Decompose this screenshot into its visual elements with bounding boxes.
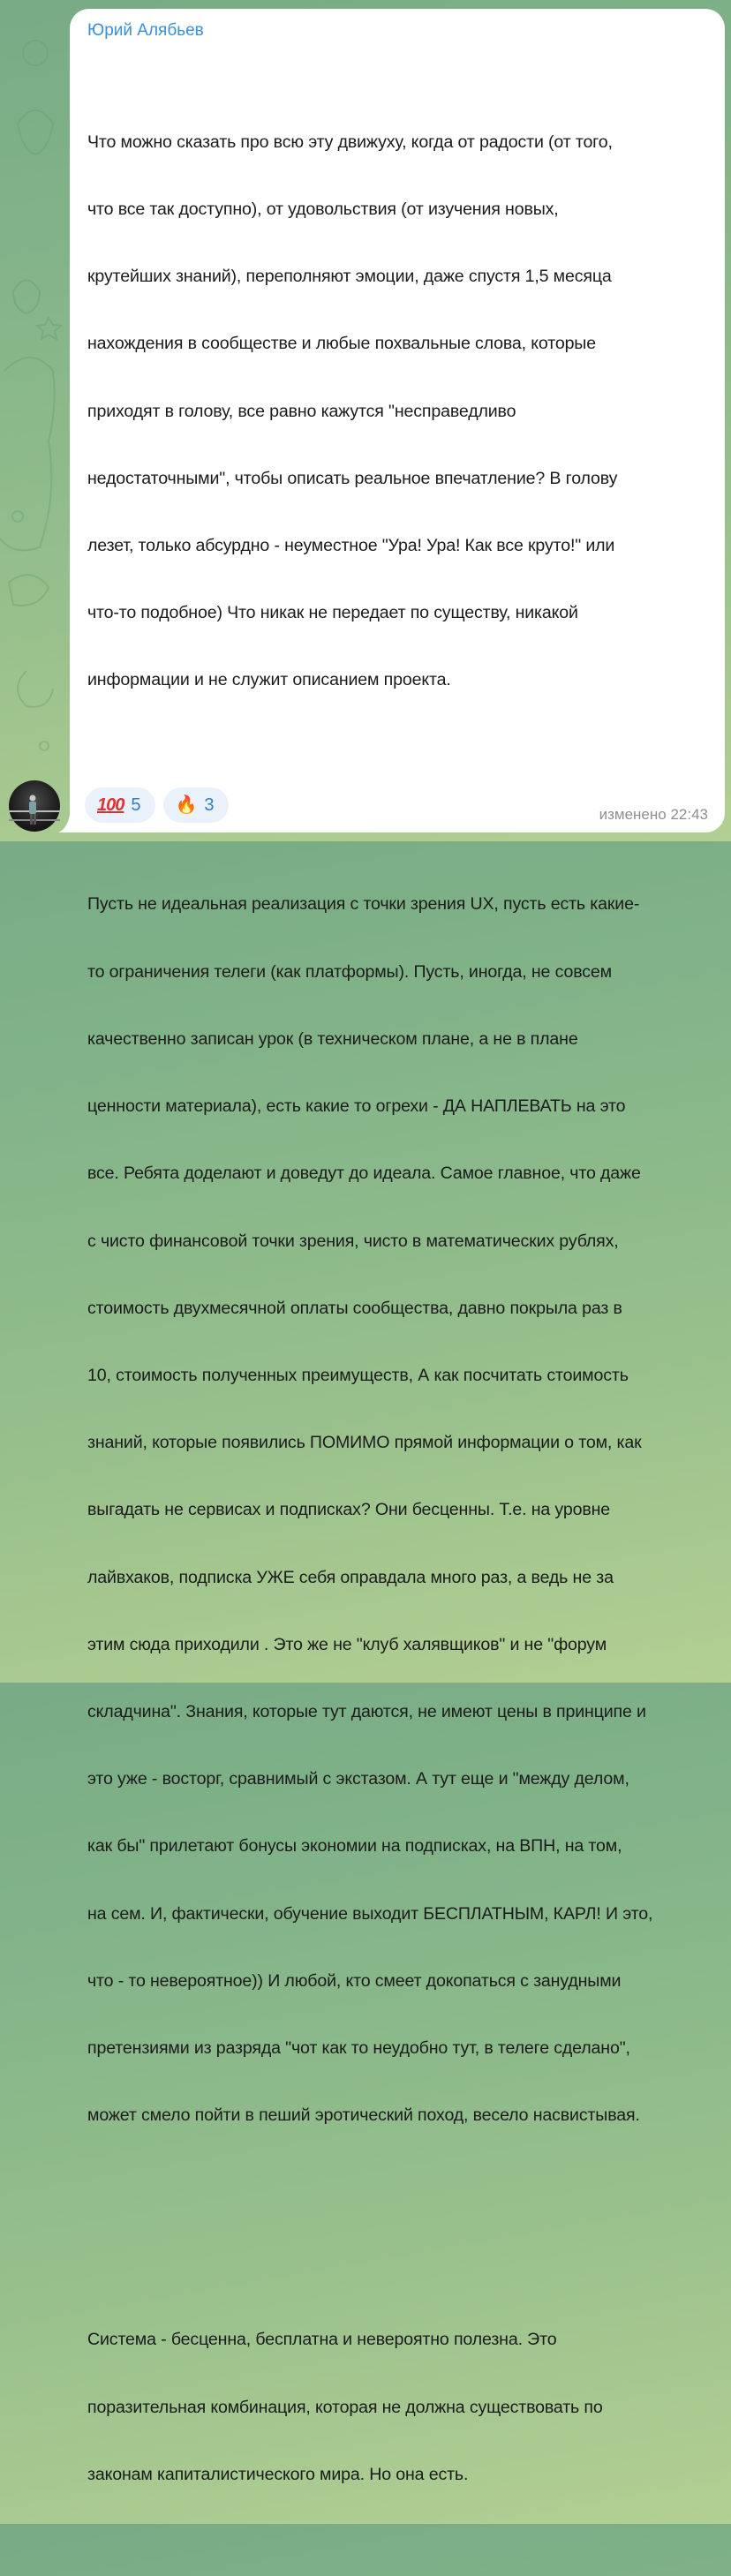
text-line: лайвхаков, подписка УЖЕ себя оправдала много раз, а ведь не за [87,1567,614,1587]
text-line: информации и не служит описанием проекта. [87,670,451,690]
message-bubble[interactable] [70,9,725,2484]
text-line: поразительная комбинация, которая не должна существовать по [87,2397,603,2417]
text-line: законам капиталистического мира. Но она есть. [87,2464,469,2484]
reaction-count: 5 [131,795,141,815]
reaction-hundred[interactable] [85,787,155,823]
reaction-fire[interactable] [163,787,229,823]
message-text [87,41,711,2576]
text-line: складчина". Знания, которые тут даются, не имеют цены в принципе и [87,1702,646,1722]
bubble-tail [58,815,76,832]
avatar-photo [9,780,60,832]
text-line: лезет, только абсурдно - неуместное "Ура! Ура! Как все круто!" или [87,535,615,555]
reactions-bar [85,787,229,823]
text-line: это уже - восторг, сравнимый с экстазом. А тут еще и "между делом, [87,1769,629,1789]
text-line: недостаточными", чтобы описать реальное впечатление? В голову [87,468,618,488]
message-paragraph-1 [87,87,711,737]
message-paragraph-3 [87,2285,711,2531]
hundred-points-icon: 100 [97,795,124,815]
text-line: Система - бесценна, бесплатна и невероятно полезна. Это [87,2330,557,2350]
reaction-count: 3 [204,795,215,815]
text-line: ценности материала), есть какие то огрехи - ДА НАПЛЕВАТЬ на это [87,1096,626,1117]
text-line: 10, стоимость полученных преимуществ, А как посчитать стоимость [87,1365,629,1385]
text-line: знаний, которые появились ПОМИМО прямой информации о том, как [87,1433,642,1453]
text-line: с чисто финансовой точки зрения, чисто в математических рублях, [87,1231,619,1251]
sender-avatar[interactable] [9,780,60,832]
text-line: как бы" прилетают бонусы экономии на подписках, на ВПН, на том, [87,1836,622,1857]
text-line: стоимость двухмесячной оплаты сообщества, давно покрыла раз в [87,1298,622,1318]
text-line: то ограничения телеги (как платформы). Пусть, иногда, не совсем [87,961,612,982]
message-paragraph-2 [87,849,711,2173]
message-author[interactable]: Юрий Алябьев [87,21,204,40]
fire-icon: 🔥 [175,795,198,815]
text-line: Пусть не идеальная реализация с точки зрения UX, пусть есть какие- [87,894,640,915]
text-line: выгадать не сервисах и подписках? Они бесценны. Т.е. на уровне [87,1500,611,1520]
text-line: может смело пойти в пеший эротический поход, весело насвистывая. [87,2105,640,2126]
message-edited-time: изменено 22:43 [599,806,708,823]
text-line: на сем. И, фактически, обучение выходит БЕСПЛАТНЫМ, КАРЛ! И это, [87,1903,653,1924]
text-line: приходят в голову, все равно кажутся "несправедливо [87,401,516,421]
paragraph-gap [87,2217,711,2239]
text-line: что-то подобное) Что никак не передает по существу, никакой [87,603,578,623]
text-line: претензиями из разряда "чот как то неудобно тут, в телеге сделано", [87,2038,630,2059]
text-line: качественно записан урок (в техническом плане, а не в плане [87,1028,578,1049]
text-line: Что можно сказать про всю эту движуху, когда от радости (от того, [87,132,613,152]
text-line: что - то невероятное)) И любой, кто смеет докопаться с занудными [87,1970,622,1991]
text-line: все. Ребята доделают и доведут до идеала. Самое главное, что даже [87,1164,641,1184]
text-line: крутейших знаний), переполняют эмоции, даже спустя 1,5 месяца [87,267,612,287]
text-line: этим сюда приходили . Это же не "клуб халявщиков" и не "форум [87,1634,607,1654]
text-line: что все так доступно), от удовольствия (от изучения новых, [87,199,559,219]
text-line: нахождения в сообществе и любые похвальные слова, которые [87,334,596,354]
